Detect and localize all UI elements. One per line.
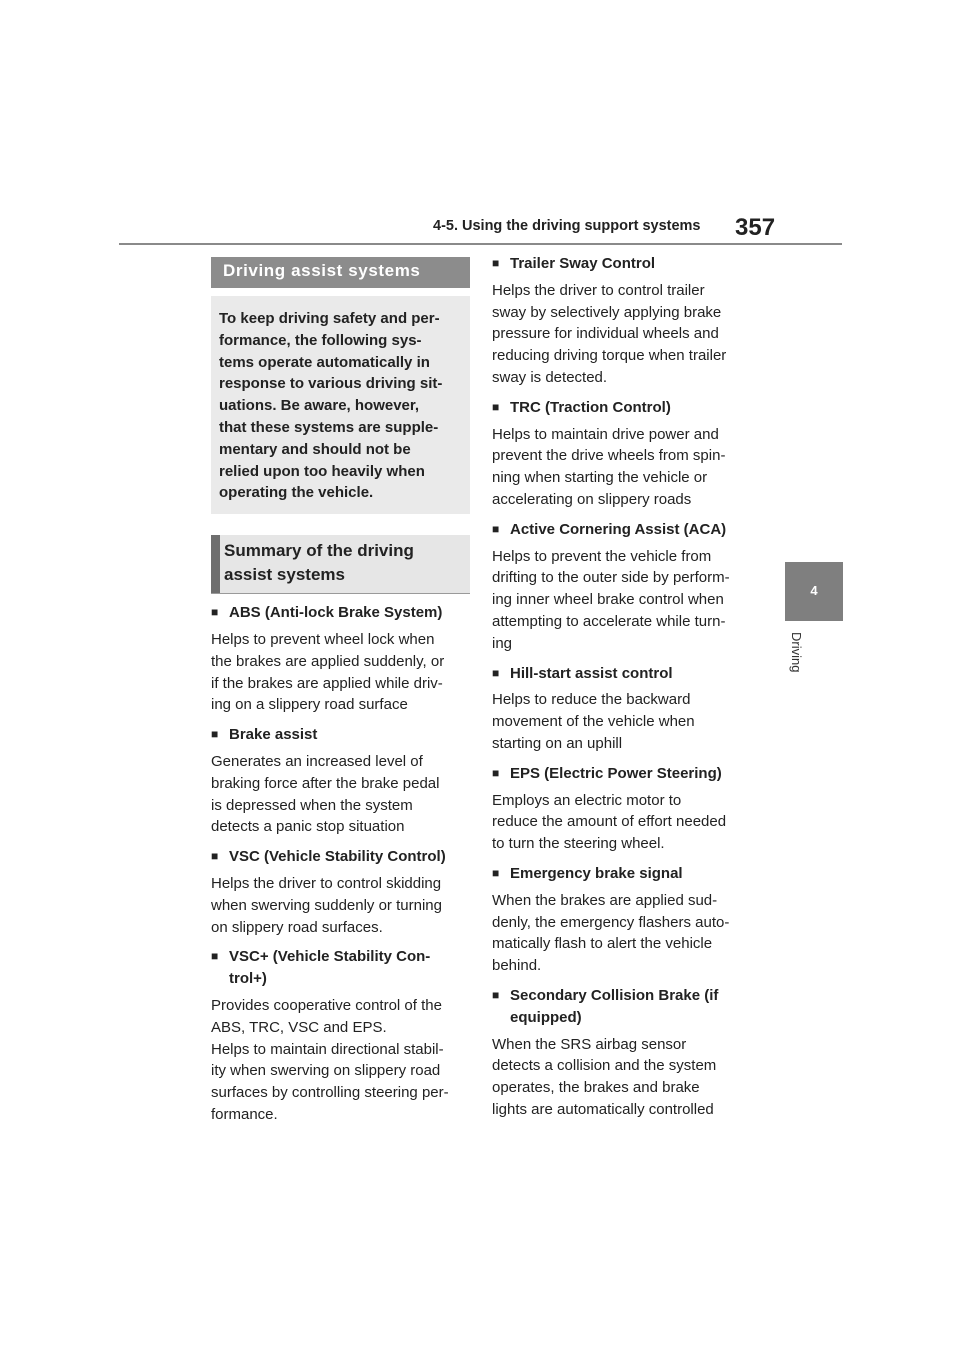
square-bullet-icon: ■	[492, 399, 500, 414]
system-item-description: Helps the driver to control trailer sway by selectively applying brake pressure for individual wheels and reducing driving torque when trailer sway is detected.	[492, 281, 727, 386]
header-divider	[119, 243, 842, 245]
square-bullet-icon: ■	[492, 521, 500, 536]
summary-heading	[211, 535, 470, 594]
system-item	[492, 763, 754, 855]
system-item-title-text: Trailer Sway Control	[510, 255, 656, 272]
system-item-description: Provides cooperative control of the ABS, TRC, VSC and EPS. Helps to maintain directional stabil- ity when swerving on slippery road surfaces by controlling steering per- formance.	[211, 996, 449, 1123]
system-item	[211, 946, 470, 1125]
square-bullet-icon: ■	[492, 665, 500, 680]
right-column	[492, 253, 754, 1129]
system-item-description: Employs an electric motor to reduce the amount of effort needed to turn the steering wheel.	[492, 791, 727, 853]
square-bullet-icon: ■	[211, 949, 219, 964]
system-item-description: Helps the driver to control skidding when swerving suddenly or turning on slippery road surfaces.	[211, 874, 442, 936]
system-item-title	[211, 602, 470, 624]
system-item-description: Helps to reduce the backward movement of the vehicle when starting on an uphill	[492, 691, 695, 752]
system-item-title	[492, 863, 754, 885]
system-item-title	[492, 663, 754, 685]
system-item	[211, 846, 470, 938]
chapter-side-label	[786, 632, 806, 692]
system-item-title	[492, 985, 754, 1029]
system-item	[211, 602, 470, 716]
left-items-list	[211, 602, 470, 1126]
section-heading: Driving assist systems	[211, 257, 470, 288]
system-item-title-text: Emergency brake signal	[510, 864, 683, 882]
system-item	[492, 397, 754, 511]
system-item-title	[211, 724, 470, 746]
system-item	[492, 863, 754, 977]
chapter-side-label-text: Driving	[789, 632, 804, 673]
system-item-title	[211, 946, 470, 990]
system-item-title-text: Hill-start assist control	[510, 664, 673, 682]
system-item-description: When the SRS airbag sensor detects a collision and the system operates, the brakes and brake lights are automatically controlled	[492, 1035, 717, 1118]
summary-heading-text: Summary of the driving assist systems	[224, 541, 414, 585]
summary-heading-accent	[211, 535, 220, 593]
system-item	[492, 663, 754, 755]
system-item-title-text: Brake assist	[229, 726, 318, 744]
system-item-description: When the brakes are applied sud- denly, the emergency flashers auto- matically flash to alert the vehicle behind.	[492, 891, 730, 975]
square-bullet-icon: ■	[492, 765, 500, 780]
system-item-title	[211, 846, 470, 868]
system-item-description: Helps to prevent the vehicle from drifting to the outer side by perform- ing inner wheel brake control when attempting to accelerate while turn- ing	[492, 547, 730, 652]
system-item-description: Helps to prevent wheel lock when the brakes are applied suddenly, or if the brakes are applied while driv- ing on a slippery road surface	[211, 630, 445, 714]
system-item	[492, 519, 754, 655]
square-bullet-icon: ■	[492, 865, 500, 880]
system-item-title	[492, 397, 754, 419]
system-item-title-text: TRC (Traction Control)	[510, 398, 671, 416]
system-item	[211, 724, 470, 838]
system-item-title	[492, 253, 754, 275]
left-column	[211, 257, 470, 1134]
chapter-title: 4-5. Using the driving support systems	[433, 218, 701, 234]
system-item-description: Helps to maintain drive power and prevent the drive wheels from spin- ning when starting the vehicle or accelerating on slippery roads	[492, 425, 726, 508]
page-header	[0, 0, 960, 250]
system-item-description: Generates an increased level of braking force after the brake pedal is depressed when the system detects a panic stop situation	[211, 752, 440, 836]
system-item-title-text: Secondary Collision Brake (if equipped)	[510, 986, 719, 1026]
page-number: 357	[735, 214, 776, 241]
square-bullet-icon: ■	[492, 256, 500, 270]
system-item-title-text: VSC (Vehicle Stability Control)	[229, 848, 446, 866]
system-item	[492, 985, 754, 1121]
system-item-title	[492, 763, 754, 785]
square-bullet-icon: ■	[211, 605, 219, 620]
square-bullet-icon: ■	[211, 849, 219, 864]
system-item-title-text: ABS (Anti-lock Brake System)	[229, 604, 443, 622]
system-item	[492, 253, 754, 389]
square-bullet-icon: ■	[492, 987, 500, 1002]
system-item-title-text: EPS (Electric Power Steering)	[510, 764, 722, 782]
chapter-tab-number: 4	[810, 583, 818, 598]
system-item-title-text: VSC+ (Vehicle Stability Con- trol+)	[229, 948, 431, 988]
square-bullet-icon: ■	[211, 727, 219, 742]
system-item-title	[492, 519, 754, 541]
section-intro-text: To keep driving safety and per- formance, the following sys- tems operate automatically in response to various driving sit- uations. Be aware, however, that these systems are supple- mentary and should not be relied upon too heavily when operating the vehicle.	[219, 310, 443, 502]
system-item-title-text: Active Cornering Assist (ACA)	[510, 520, 727, 538]
section-intro	[211, 296, 470, 514]
right-items-list	[492, 253, 754, 1121]
chapter-tab	[785, 562, 843, 621]
